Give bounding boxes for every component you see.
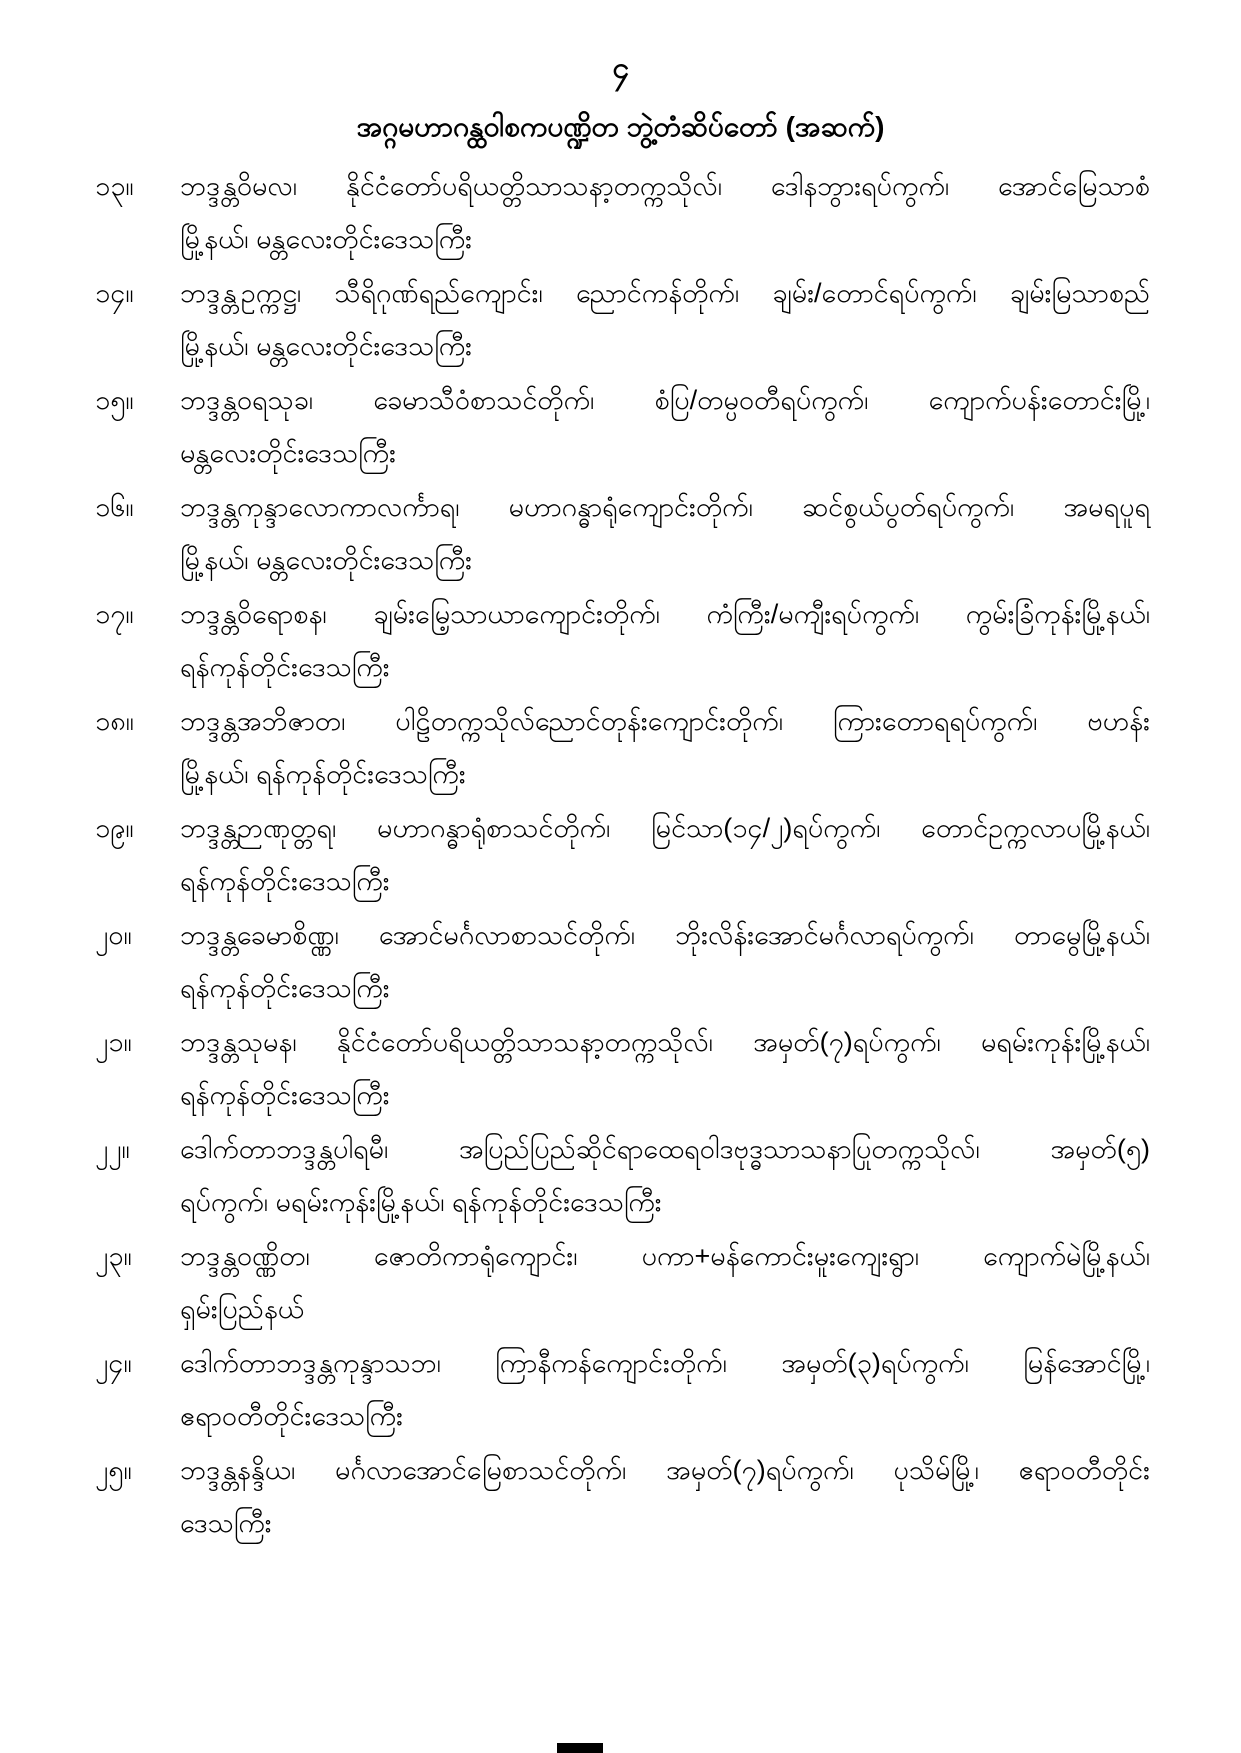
item-text	[180, 267, 1150, 373]
item-text-line-1: ဘဒ္ဒန္တဝိရောစန၊ ချမ်းမြေ့သာယာကျောင်းတိုက်၊ ကံကြီး/မကျီးရပ်ကွက်၊ ကွမ်းခြံကုန်းမြို့နယ်၊	[180, 599, 1150, 629]
item-text	[180, 1016, 1150, 1122]
item-number: ၁၃။	[95, 171, 134, 201]
item-number: ၂၃။	[95, 1241, 132, 1271]
list-item	[95, 695, 1150, 801]
item-text-line-1: ဘဒ္ဒန္တနန္ဒိယ၊ မင်္ဂလာအောင်မြေစာသင်တိုက်၊ အမှတ်(၇)ရပ်ကွက်၊ ပုသိမ်မြို့၊ ဧရာဝတီတိုင်း	[180, 1455, 1150, 1485]
item-number: ၂၂။	[95, 1134, 130, 1164]
document-title: အဂ္ဂမဟာဂန္ထဝါစကပဏ္ဍိတ ဘွဲ့တံဆိပ်တော် (အဆက်)	[356, 111, 885, 142]
item-number: ၁၇။	[95, 599, 134, 629]
item-text	[180, 1123, 1150, 1229]
item-text	[180, 909, 1150, 1015]
item-number: ၁၅။	[95, 385, 134, 415]
page-number: ၄	[612, 52, 629, 85]
item-text-line-2: ရှမ်းပြည်နယ်	[180, 1294, 305, 1324]
item-text	[180, 160, 1150, 266]
item-text	[180, 695, 1150, 801]
item-text-line-1: ဘဒ္ဒန္တကုန္ဒာလောကာလင်္ကာရ၊ မဟာဂန္ဓာရုံကျောင်းတိုက်၊ ဆင်စွယ်ပွတ်ရပ်ကွက်၊ အမရပူရ	[180, 492, 1150, 522]
item-text-line-1: ဘဒ္ဒန္တဝရသုခ၊ ခေမာသီဝံစာသင်တိုက်၊ စံပြ/တမ္ပဝတီရပ်ကွက်၊ ကျောက်ပန်းတောင်းမြို့၊	[180, 385, 1150, 415]
item-text	[180, 374, 1150, 480]
item-text-line-1: ဒေါက်တာဘဒ္ဒန္တကုန္ဒာသဘ၊ ကြာနီကန်ကျောင်းတိုက်၊ အမှတ်(၃)ရပ်ကွက်၊ မြန်အောင်မြို့၊	[180, 1348, 1150, 1378]
item-text-line-2: မြို့နယ်၊ မန္တလေးတိုင်းဒေသကြီး	[180, 545, 473, 575]
list-item	[95, 909, 1150, 1015]
list-item	[95, 1123, 1150, 1229]
list-item	[95, 1016, 1150, 1122]
item-number: ၂၁။	[95, 1027, 132, 1057]
list-item	[95, 481, 1150, 587]
item-text	[180, 588, 1150, 694]
item-text-line-2: ရန်ကုန်တိုင်းဒေသကြီး	[180, 866, 390, 896]
item-number: ၁၆။	[95, 492, 134, 522]
item-text-line-2: ရန်ကုန်တိုင်းဒေသကြီး	[180, 973, 390, 1003]
item-text	[180, 1230, 1150, 1336]
item-number: ၁၄။	[95, 278, 134, 308]
list-item	[95, 802, 1150, 908]
item-number: ၁၈။	[95, 706, 134, 736]
item-text-line-2: ဧရာဝတီတိုင်းဒေသကြီး	[180, 1401, 403, 1431]
item-text	[180, 481, 1150, 587]
list-item	[95, 374, 1150, 480]
item-text-line-1: ဘဒ္ဒန္တဉာဏုတ္တရ၊ မဟာဂန္ဓာရုံစာသင်တိုက်၊ မြင်သာ(၁၄/၂)ရပ်ကွက်၊ တောင်ဥက္ကလာပမြို့နယ်၊	[180, 813, 1150, 843]
item-number: ၂၀။	[95, 920, 132, 950]
item-text-line-2: ရပ်ကွက်၊ မရမ်းကုန်းမြို့နယ်၊ ရန်ကုန်တိုင်းဒေသကြီး	[180, 1187, 662, 1217]
item-text-line-2: မြို့နယ်၊ မန္တလေးတိုင်းဒေသကြီး	[180, 224, 473, 254]
item-text-line-1: ဘဒ္ဒန္တခေမာစိဏ္ဏ၊ အောင်မင်္ဂလာစာသင်တိုက်၊ ဘိုးလိန်းအောင်မင်္ဂလာရပ်ကွက်၊ တာမွေမြို့နယ်၊	[180, 920, 1150, 950]
scan-artifact	[557, 1743, 603, 1753]
list-item	[95, 588, 1150, 694]
item-text	[180, 1337, 1150, 1443]
item-text-line-1: ဘဒ္ဒန္တအဘိဇာတ၊ ပါဠိတက္ကသိုလ်ညောင်တုန်းကျောင်းတိုက်၊ ကြားတောရရပ်ကွက်၊ ဗဟန်း	[180, 706, 1150, 736]
item-text-line-2: ရန်ကုန်တိုင်းဒေသကြီး	[180, 652, 390, 682]
item-text-line-2: မြို့နယ်၊ မန္တလေးတိုင်းဒေသကြီး	[180, 331, 473, 361]
list-item	[95, 267, 1150, 373]
item-text-line-1: ဘဒ္ဒန္တသုမန၊ နိုင်ငံတော်ပရိယတ္တိသာသနာ့တက္ကသိုလ်၊ အမှတ်(၇)ရပ်ကွက်၊ မရမ်းကုန်းမြို့နယ်၊	[180, 1027, 1150, 1057]
award-list	[95, 160, 1150, 1551]
item-text-line-1: ဘဒ္ဒန္တဥက္ကဋ္ဌ၊ သီရိဂုဏ်ရည်ကျောင်း၊ ညောင်ကန်တိုက်၊ ချမ်း/တောင်ရပ်ကွက်၊ ချမ်းမြသာစည်	[180, 278, 1150, 308]
item-text	[180, 802, 1150, 908]
list-item	[95, 1230, 1150, 1336]
list-item	[95, 160, 1150, 266]
list-item	[95, 1337, 1150, 1443]
item-text-line-2: မန္တလေးတိုင်းဒေသကြီး	[180, 438, 396, 468]
item-number: ၁၉။	[95, 813, 134, 843]
item-text	[180, 1444, 1150, 1550]
list-item	[95, 1444, 1150, 1550]
item-text-line-2: မြို့နယ်၊ ရန်ကုန်တိုင်းဒေသကြီး	[180, 759, 466, 789]
item-text-line-2: ရန်ကုန်တိုင်းဒေသကြီး	[180, 1080, 390, 1110]
item-text-line-1: ဒေါက်တာဘဒ္ဒန္တပါရမီ၊ အပြည်ပြည်ဆိုင်ရာထေရဝါဒဗုဒ္ဓသာသနာပြုတက္ကသိုလ်၊ အမှတ်(၅)	[180, 1134, 1150, 1164]
item-text-line-2: ဒေသကြီး	[180, 1508, 272, 1538]
item-text-line-1: ဘဒ္ဒန္တဝဏ္ဏိတ၊ ဇောတိကာရုံကျောင်း၊ ပကာ+မန်ကောင်းမူးကျေးရွာ၊ ကျောက်မဲမြို့နယ်၊	[180, 1241, 1150, 1271]
item-number: ၂၄။	[95, 1348, 132, 1378]
item-number: ၂၅။	[95, 1455, 132, 1485]
item-text-line-1: ဘဒ္ဒန္တဝိမလ၊ နိုင်ငံတော်ပရိယတ္တိသာသနာ့တက္ကသိုလ်၊ ဒေါနဘွားရပ်ကွက်၊ အောင်မြေသာစံ	[180, 171, 1150, 201]
